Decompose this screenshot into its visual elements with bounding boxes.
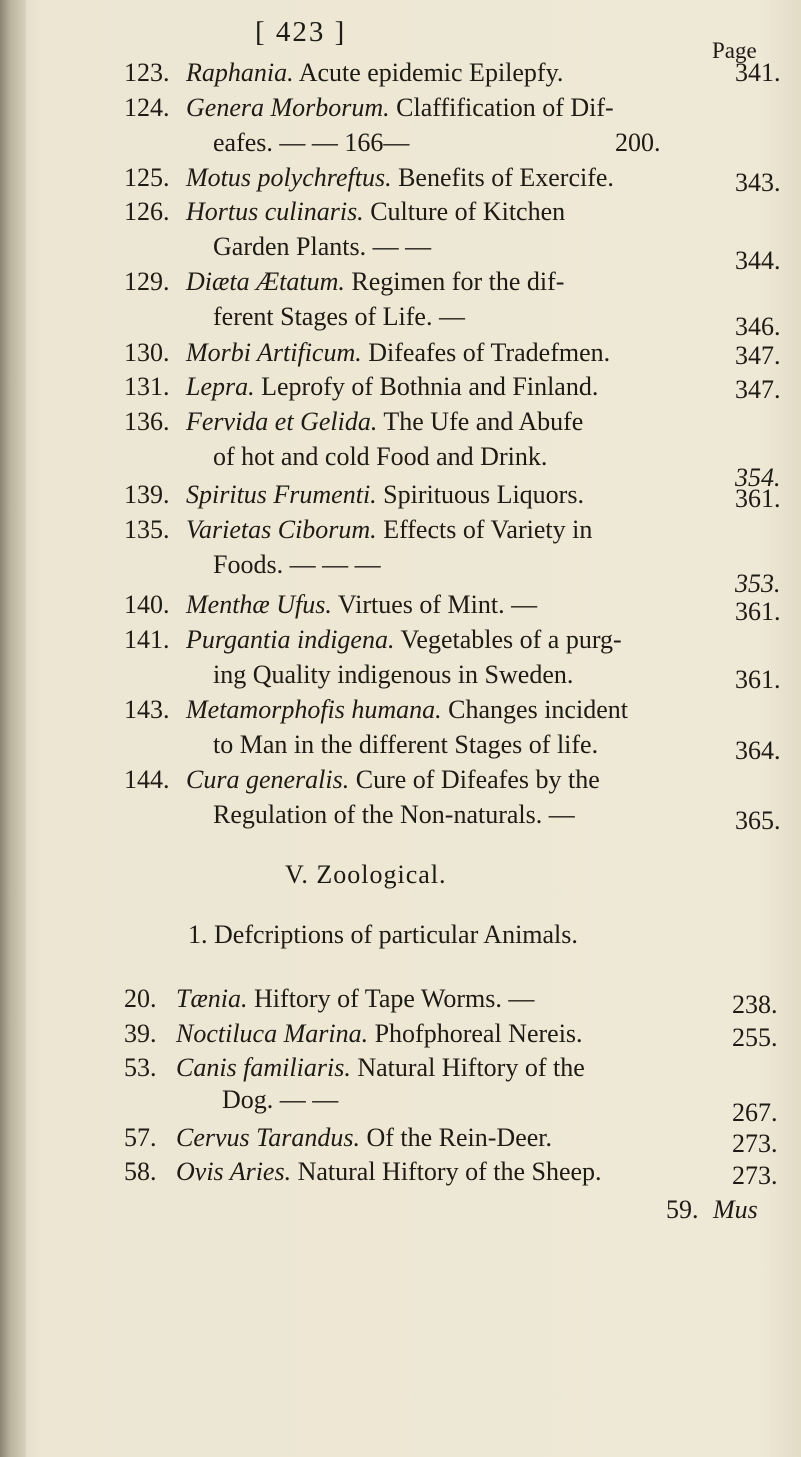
entry-number: 135. bbox=[124, 515, 170, 544]
entry-description: Of the Rein-Deer. bbox=[366, 1123, 553, 1152]
entry-description: Difeafes of Tradefmen. bbox=[368, 338, 611, 367]
entry-page-ref: 344. bbox=[735, 246, 781, 275]
entry-page-ref: 273. bbox=[732, 1129, 778, 1158]
entry-latin-title: Lepra. bbox=[186, 372, 255, 401]
entry-description: Culture of Kitchen bbox=[370, 197, 566, 226]
catchword-text: Mus bbox=[713, 1195, 758, 1224]
subsection-heading: 1. Defcriptions of particular Animals. bbox=[188, 920, 578, 949]
entry-latin-title: Morbi Artificum. bbox=[186, 338, 362, 367]
entry-page-ref: 343. bbox=[735, 168, 781, 197]
entry-page-ref: 238. bbox=[732, 990, 778, 1019]
entry-description: Regimen for the dif- bbox=[351, 267, 565, 296]
entry-number: 144. bbox=[124, 765, 170, 794]
entry-text bbox=[176, 1157, 602, 1187]
entry-latin-title: Motus polychreftus. bbox=[186, 163, 392, 192]
entry-number: 39. bbox=[124, 1019, 157, 1048]
entry-text bbox=[176, 1123, 552, 1153]
entry-page-ref: 347. bbox=[735, 341, 781, 370]
entry-latin-title: Noctiluca Marina. bbox=[176, 1019, 369, 1048]
entry-description: The Ufe and Abufe bbox=[383, 407, 584, 436]
entry-number: 20. bbox=[124, 984, 157, 1013]
entry-description-cont: Garden Plants. — — bbox=[213, 232, 432, 261]
entry-text bbox=[186, 625, 622, 655]
entry-page-ref: 361. bbox=[735, 665, 781, 694]
entry-latin-title: Cervus Tarandus. bbox=[176, 1123, 360, 1152]
entry-description: Effects of Variety in bbox=[383, 515, 593, 544]
section-heading: V. Zoological. bbox=[285, 860, 447, 889]
entry-latin-title: Tænia. bbox=[176, 984, 248, 1013]
entry-text bbox=[186, 338, 610, 368]
entry-description-cont: to Man in the different Stages of life. bbox=[213, 730, 599, 759]
entry-description-cont: ing Quality indigenous in Sweden. bbox=[213, 660, 574, 689]
entry-number: 129. bbox=[124, 267, 170, 296]
entry-page-ref: 365. bbox=[735, 806, 781, 835]
running-head-page-number: [ 423 ] bbox=[255, 16, 347, 48]
entry-text bbox=[186, 407, 583, 437]
entry-text bbox=[186, 267, 564, 297]
entry-latin-title: Raphania. bbox=[186, 58, 294, 87]
entry-page-ref: 361. bbox=[735, 484, 781, 513]
entry-description-cont: Foods. — — — bbox=[213, 550, 381, 579]
entry-text bbox=[176, 1019, 583, 1049]
entry-description: Natural Hiftory of the bbox=[357, 1053, 585, 1082]
entry-number: 58. bbox=[124, 1157, 157, 1186]
entry-page-ref: 354. bbox=[735, 463, 781, 492]
entry-latin-title: Hortus culinaris. bbox=[186, 197, 364, 226]
entry-page-ref: 346. bbox=[735, 312, 781, 341]
entry-description: Hiftory of Tape Worms. — bbox=[254, 984, 535, 1013]
entry-number: 123. bbox=[124, 58, 170, 87]
entry-latin-title: Fervida et Gelida. bbox=[186, 407, 378, 436]
entry-number: 125. bbox=[124, 163, 170, 192]
entry-page-ref: 341. bbox=[735, 58, 781, 87]
entry-description: Vegetables of a purg- bbox=[400, 625, 622, 654]
entry-number: 57. bbox=[124, 1123, 157, 1152]
entry-description: Acute epidemic Epilepfy. bbox=[298, 58, 564, 87]
entry-text bbox=[186, 590, 537, 620]
entry-description: Spirituous Liquors. bbox=[383, 480, 584, 509]
entry-number: 143. bbox=[124, 695, 170, 724]
entry-text bbox=[186, 765, 600, 795]
entry-number: 124. bbox=[124, 93, 170, 122]
entry-latin-title: Metamorphofis humana. bbox=[186, 695, 442, 724]
catchword-number: 59. bbox=[666, 1195, 699, 1224]
entry-text bbox=[186, 515, 592, 545]
entry-description: Virtues of Mint. — bbox=[337, 590, 538, 619]
entry-latin-title: Purgantia indigena. bbox=[186, 625, 395, 654]
entry-number: 131. bbox=[124, 372, 170, 401]
entry-number: 53. bbox=[124, 1053, 157, 1082]
entry-description: Benefits of Exercife. bbox=[398, 163, 614, 192]
entry-text bbox=[186, 163, 614, 193]
entry-page-ref: 347. bbox=[735, 375, 781, 404]
entry-description: Leprofy of Bothnia and Finland. bbox=[261, 372, 599, 401]
entry-text bbox=[176, 984, 534, 1014]
entry-description-cont: of hot and cold Food and Drink. bbox=[213, 442, 548, 471]
entry-text bbox=[186, 695, 628, 725]
entry-description-cont: Dog. — — bbox=[222, 1085, 339, 1114]
entry-page-ref: 364. bbox=[735, 736, 781, 765]
entry-description: Natural Hiftory of the Sheep. bbox=[297, 1157, 602, 1186]
entry-description-cont: ferent Stages of Life. — bbox=[213, 302, 465, 331]
entry-page-ref: 361. bbox=[735, 597, 781, 626]
entry-number: 140. bbox=[124, 590, 170, 619]
entry-page-ref: 267. bbox=[732, 1098, 778, 1127]
entry-page-ref: 255. bbox=[732, 1023, 778, 1052]
entry-latin-title: Menthæ Ufus. bbox=[186, 590, 332, 619]
entry-description: Phofphoreal Nereis. bbox=[374, 1019, 583, 1048]
entry-latin-title: Diæta Ætatum. bbox=[186, 267, 345, 296]
entry-page-ref: 273. bbox=[732, 1161, 778, 1190]
entry-text bbox=[186, 197, 565, 227]
entry-description: Claffification of Dif- bbox=[396, 93, 614, 122]
book-spine-shadow bbox=[0, 0, 26, 1457]
entry-number: 126. bbox=[124, 197, 170, 226]
entry-number: 139. bbox=[124, 480, 170, 509]
entry-latin-title: Canis familiaris. bbox=[176, 1053, 351, 1082]
entry-description-cont: Regulation of the Non-naturals. — bbox=[213, 800, 575, 829]
entry-text bbox=[186, 480, 584, 510]
entry-text bbox=[186, 93, 614, 123]
entry-description: Changes incident bbox=[448, 695, 628, 724]
entry-text bbox=[186, 372, 598, 402]
entry-latin-title: Genera Morborum. bbox=[186, 93, 390, 122]
entry-text bbox=[176, 1053, 585, 1083]
entry-text bbox=[186, 58, 563, 88]
entry-page-ref: 200. bbox=[615, 128, 661, 157]
page-column-heading: Page bbox=[712, 38, 757, 63]
entry-number: 141. bbox=[124, 625, 170, 654]
entry-latin-title: Varietas Ciborum. bbox=[186, 515, 377, 544]
entry-page-ref: 353. bbox=[735, 569, 781, 598]
entry-latin-title: Cura generalis. bbox=[186, 765, 350, 794]
entry-description-cont: eafes. — — 166— bbox=[213, 128, 410, 157]
entry-number: 136. bbox=[124, 407, 170, 436]
entry-description: Cure of Difeafes by the bbox=[355, 765, 600, 794]
entry-latin-title: Spiritus Frumenti. bbox=[186, 480, 377, 509]
entry-number: 130. bbox=[124, 338, 170, 367]
entry-latin-title: Ovis Aries. bbox=[176, 1157, 292, 1186]
